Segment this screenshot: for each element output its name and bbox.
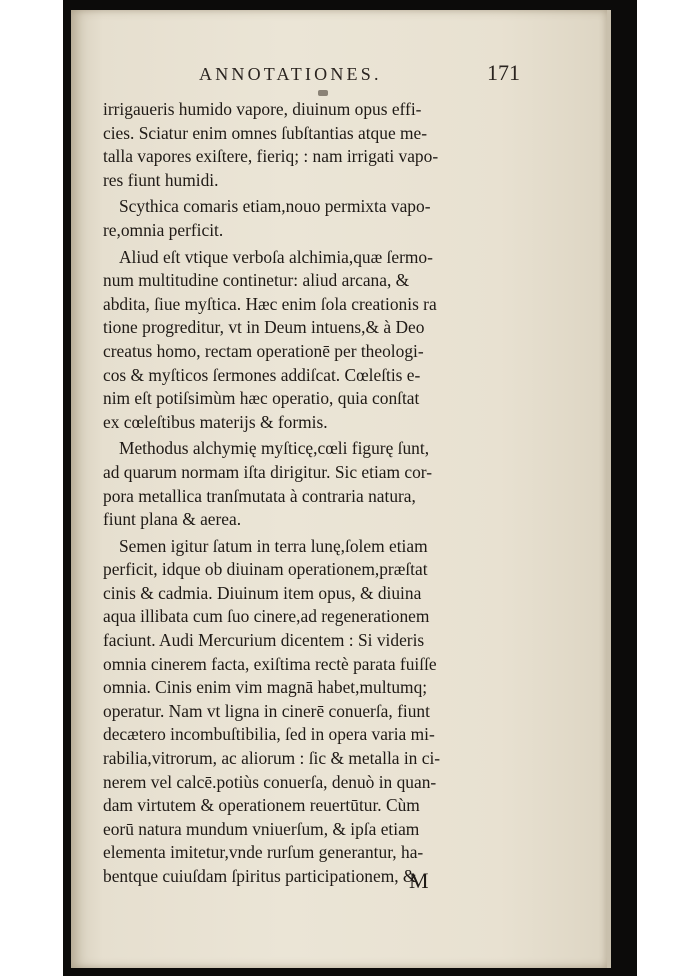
text-line: dam virtutem & operationem reuertūtur. Cùm <box>103 795 420 816</box>
text-line: cos & myſticos ſermones addiſcat. Cœleſtis e- <box>103 364 421 385</box>
text-line: bentque cuiuſdam ſpiritus participationem, & <box>103 866 417 886</box>
text-line: ad quarum normam iſta dirigitur. Sic etiam cor- <box>103 461 433 482</box>
text-line: operatur. Nam vt ligna in cinerē conuerſa, fiunt <box>103 700 430 721</box>
text-line: omnia. Cinis enim vim magnā habet,multumq; <box>103 677 428 698</box>
text-line: decætero incombuſtibilia, ſed in opera varia mi- <box>103 724 435 745</box>
page-number: 171 <box>487 60 520 85</box>
paragraph <box>103 195 523 242</box>
text-line: Methodus alchymię myſticę,cœli figurę ſunt, <box>119 438 430 459</box>
text-line: ex cœleſtibus materijs & formis. <box>103 411 328 432</box>
text-line: faciunt. Audi Mercurium dicentem : Si videris <box>103 630 425 651</box>
text-line: Semen igitur ſatum in terra lunę,ſolem etiam <box>119 535 428 556</box>
text-line: tione progreditur, vt in Deum intuens,& à Deo <box>103 317 425 338</box>
text-line: talla vapores exiſtere, fieriq; : nam irrigati vapo- <box>103 146 439 167</box>
text-line: irrigaueris humido vapore, diuinum opus effi- <box>103 99 422 119</box>
text-line: abdita, ſiue myſtica. Hæc enim ſola creationis ra <box>103 293 437 314</box>
text-line: creatus homo, rectam operationē per theologi- <box>103 340 424 361</box>
body-text <box>103 98 523 889</box>
text-line: res fiunt humidi. <box>103 169 219 190</box>
text-line: rabilia,vitrorum, ac aliorum : ſic & metalla in ci- <box>103 748 441 769</box>
paragraph <box>103 98 523 192</box>
paragraph <box>103 246 523 435</box>
signature-mark: M <box>409 868 429 893</box>
text-line: nim eſt potiſsimùm hæc operatio, quia conſtat <box>103 388 420 409</box>
text-line: fiunt plana & aerea. <box>103 509 242 530</box>
text-line: Scythica comaris etiam,nouo permixta vapo- <box>119 196 431 217</box>
text-line: nerem vel calcē.potiùs conuerſa, denuò in quan- <box>103 771 437 792</box>
text-line: num multitudine continetur: aliud arcana, & <box>103 270 410 291</box>
text-line: perficit, idque ob diuinam operationem,præſtat <box>103 559 428 580</box>
paragraph <box>103 535 523 889</box>
text-line: cies. Sciatur enim omnes ſubſtantias atque me- <box>103 122 428 143</box>
text-line: aqua illibata cum ſuo cinere,ad regenerationem <box>103 606 430 627</box>
text-line: cinis & cadmia. Diuinum item opus, & diuina <box>103 582 422 603</box>
paragraph <box>103 437 523 531</box>
text-line: pora metallica tranſmutata à contraria natura, <box>103 485 416 506</box>
text-line: re,omnia perficit. <box>103 219 224 240</box>
page-edge <box>607 10 611 968</box>
running-header: ANNOTATIONES. <box>199 64 382 84</box>
ornament-mark <box>318 90 328 96</box>
text-line: omnia cinerem facta, exiſtima rectè parata fuiſſe <box>103 653 437 674</box>
text-line: elementa imitetur,vnde rurſum generantur, ha- <box>103 842 424 863</box>
text-line: Aliud eſt vtique verboſa alchimia,quæ ſermo- <box>119 246 433 267</box>
text-line: eorū natura mundum vniuerſum, & ipſa etiam <box>103 818 420 839</box>
